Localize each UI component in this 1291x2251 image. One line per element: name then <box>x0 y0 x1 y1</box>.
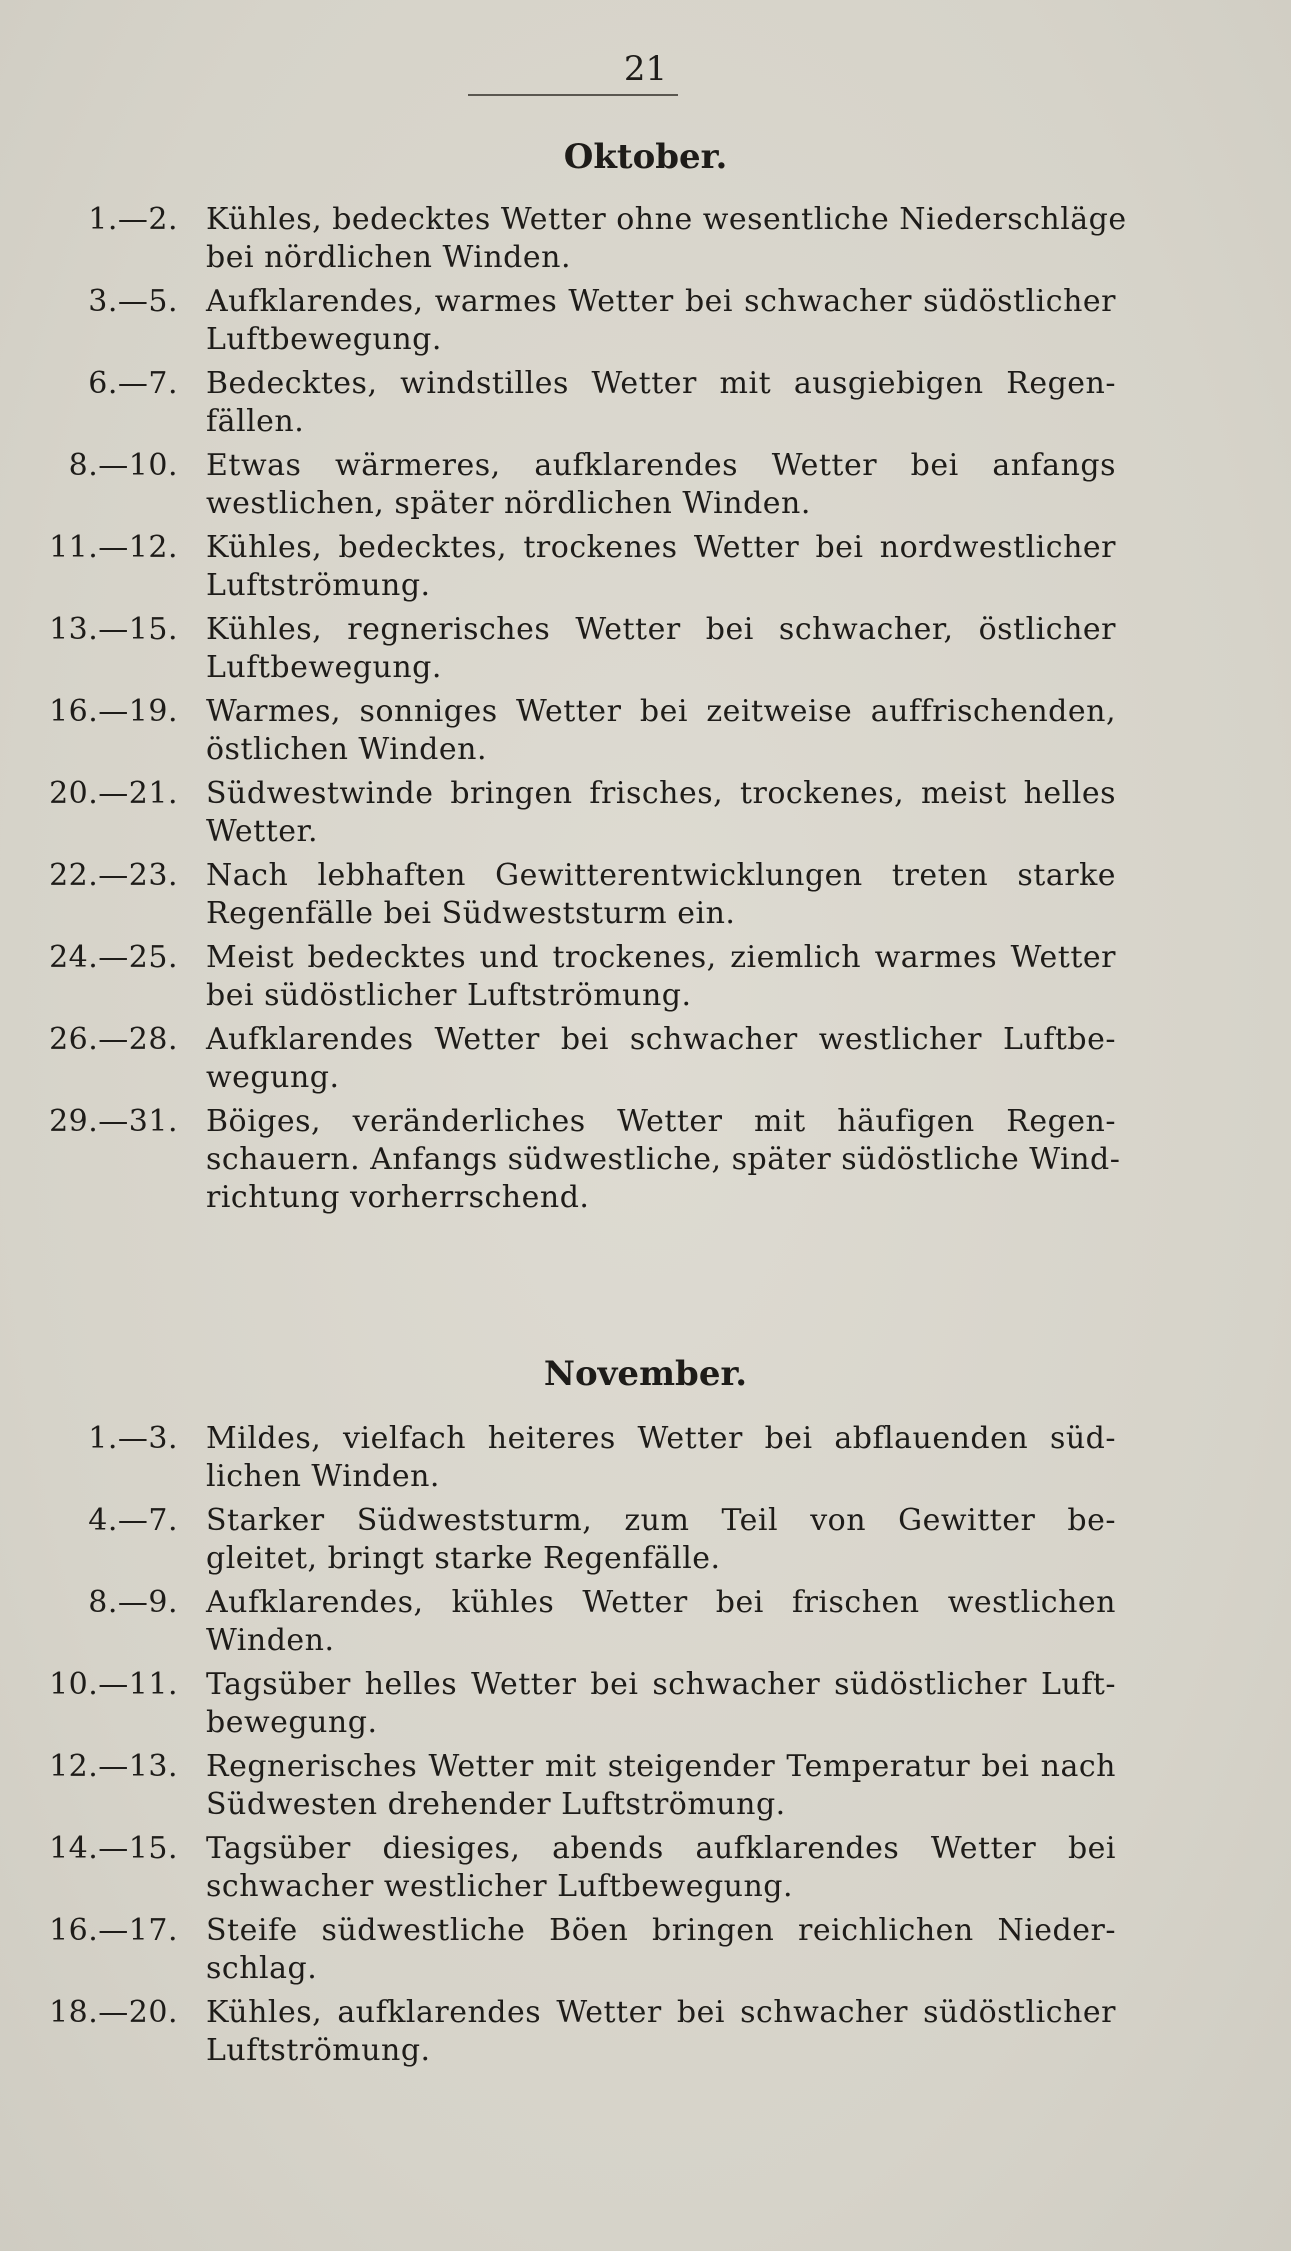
entry-text-line: Mildes, vielfach heiteres Wetter bei abflauenden süd- <box>206 1421 1116 1456</box>
entry-text-line: bei südöstlicher Luftströmung. <box>206 978 692 1013</box>
entry-text-line: gleitet, bringt starke Regenfälle. <box>206 1541 721 1576</box>
entry-text-line: Kühles, bedecktes, trockenes Wetter bei nordwestlicher <box>206 530 1116 565</box>
entry-date-range: 10.—11. <box>49 1667 178 1702</box>
entry-text-line: westlichen, später nördlichen Winden. <box>206 486 811 521</box>
page-number-rule <box>468 94 678 96</box>
entry-text-line: Aufklarendes, kühles Wetter bei frischen westlichen <box>206 1585 1116 1620</box>
entry-text-line: Luftströmung. <box>206 2033 431 2068</box>
entry-text-line: Meist bedecktes und trockenes, ziemlich warmes Wetter <box>206 940 1116 975</box>
entry-text-line: bei nördlichen Winden. <box>206 240 571 275</box>
entry-okt-29-31 <box>0 1103 1291 1223</box>
entry-date-range: 12.—13. <box>49 1749 178 1784</box>
entry-okt-16-19 <box>0 693 1291 775</box>
entry-okt-3-5 <box>0 283 1291 365</box>
page-number: 21 <box>623 49 668 89</box>
entry-nov-18-20 <box>0 1994 1291 2076</box>
entry-date-range: 1.—2. <box>88 202 178 237</box>
entry-text-line: Kühles, aufklarendes Wetter bei schwacher südöstlicher <box>206 1995 1116 2030</box>
entry-nov-12-13 <box>0 1748 1291 1830</box>
entry-text-line: wegung. <box>206 1060 340 1095</box>
entry-okt-8-10 <box>0 447 1291 529</box>
entry-okt-1-2 <box>0 201 1291 283</box>
entry-nov-4-7 <box>0 1502 1291 1584</box>
entry-text-line: Aufklarendes Wetter bei schwacher westlicher Luftbe- <box>206 1022 1116 1057</box>
entry-text-line: Südwesten drehender Luftströmung. <box>206 1787 786 1822</box>
entry-text-line: Warmes, sonniges Wetter bei zeitweise auffrischenden, <box>206 694 1116 729</box>
entry-okt-11-12 <box>0 529 1291 611</box>
entry-date-range: 24.—25. <box>49 940 178 975</box>
entry-okt-6-7 <box>0 365 1291 447</box>
entry-date-range: 1.—3. <box>88 1421 178 1456</box>
entry-text-line: bewegung. <box>206 1705 378 1740</box>
entry-text-line: Nach lebhaften Gewitterentwicklungen treten starke <box>206 858 1116 893</box>
section-title-november: November. <box>543 1354 748 1394</box>
entry-text-line: Luftströmung. <box>206 568 431 603</box>
entry-text-line: Bedecktes, windstilles Wetter mit ausgiebigen Regen- <box>206 366 1116 401</box>
entry-text-line: Winden. <box>206 1623 335 1658</box>
entry-text-line: Südwestwinde bringen frisches, trockenes, meist helles <box>206 776 1116 811</box>
entry-text-line: Regenfälle bei Südweststurm ein. <box>206 896 736 931</box>
entry-text-line: Luftbewegung. <box>206 650 442 685</box>
entry-text-line: lichen Winden. <box>206 1459 440 1494</box>
entry-date-range: 11.—12. <box>49 530 178 565</box>
entry-text-line: schauern. Anfangs südwestliche, später südöstliche Wind- <box>206 1142 1121 1177</box>
entry-okt-20-21 <box>0 775 1291 857</box>
entry-text-line: Aufklarendes, warmes Wetter bei schwacher südöstlicher <box>206 284 1116 319</box>
entry-text-line: Steife südwestliche Böen bringen reichlichen Nieder- <box>206 1913 1116 1948</box>
entry-text-line: Regnerisches Wetter mit steigender Temperatur bei nach <box>206 1749 1116 1784</box>
entry-date-range: 29.—31. <box>49 1104 178 1139</box>
entry-date-range: 6.—7. <box>88 366 178 401</box>
entry-date-range: 26.—28. <box>49 1022 178 1057</box>
entry-okt-26-28 <box>0 1021 1291 1103</box>
entry-text-line: Kühles, bedecktes Wetter ohne wesentliche Niederschläge <box>206 202 1127 237</box>
entry-text-line: schwacher westlicher Luftbewegung. <box>206 1869 794 1904</box>
entry-text-line: Wetter. <box>206 814 319 849</box>
entry-text-line: fällen. <box>206 404 305 439</box>
entry-text-line: Tagsüber helles Wetter bei schwacher südöstlicher Luft- <box>206 1667 1116 1702</box>
entry-nov-14-15 <box>0 1830 1291 1912</box>
entry-date-range: 18.—20. <box>49 1995 178 2030</box>
entry-text-line: Luftbewegung. <box>206 322 442 357</box>
entry-text-line: richtung vorherrschend. <box>206 1180 590 1215</box>
entry-nov-1-3 <box>0 1420 1291 1502</box>
entry-text-line: Etwas wärmeres, aufklarendes Wetter bei anfangs <box>206 448 1116 483</box>
entry-text-line: Kühles, regnerisches Wetter bei schwacher, östlicher <box>206 612 1116 647</box>
entries-november <box>0 1420 1291 2076</box>
entry-okt-13-15 <box>0 611 1291 693</box>
entry-text-line: Tagsüber diesiges, abends aufklarendes Wetter bei <box>206 1831 1116 1866</box>
entry-okt-22-23 <box>0 857 1291 939</box>
entry-date-range: 16.—19. <box>49 694 178 729</box>
entries-oktober <box>0 201 1291 1223</box>
entry-date-range: 8.—10. <box>68 448 178 483</box>
entry-date-range: 13.—15. <box>49 612 178 647</box>
entry-nov-8-9 <box>0 1584 1291 1666</box>
entry-date-range: 20.—21. <box>49 776 178 811</box>
entry-date-range: 16.—17. <box>49 1913 178 1948</box>
section-title-oktober: Oktober. <box>563 137 728 177</box>
entry-text-line: schlag. <box>206 1951 318 1986</box>
entry-date-range: 8.—9. <box>88 1585 178 1620</box>
entry-date-range: 3.—5. <box>88 284 178 319</box>
entry-text-line: Böiges, veränderliches Wetter mit häufigen Regen- <box>206 1104 1116 1139</box>
entry-text-line: östlichen Winden. <box>206 732 487 767</box>
entry-date-range: 4.—7. <box>88 1503 178 1538</box>
entry-nov-16-17 <box>0 1912 1291 1994</box>
entry-date-range: 14.—15. <box>49 1831 178 1866</box>
entry-text-line: Starker Südweststurm, zum Teil von Gewitter be- <box>206 1503 1116 1538</box>
entry-date-range: 22.—23. <box>49 858 178 893</box>
entry-nov-10-11 <box>0 1666 1291 1748</box>
entry-okt-24-25 <box>0 939 1291 1021</box>
